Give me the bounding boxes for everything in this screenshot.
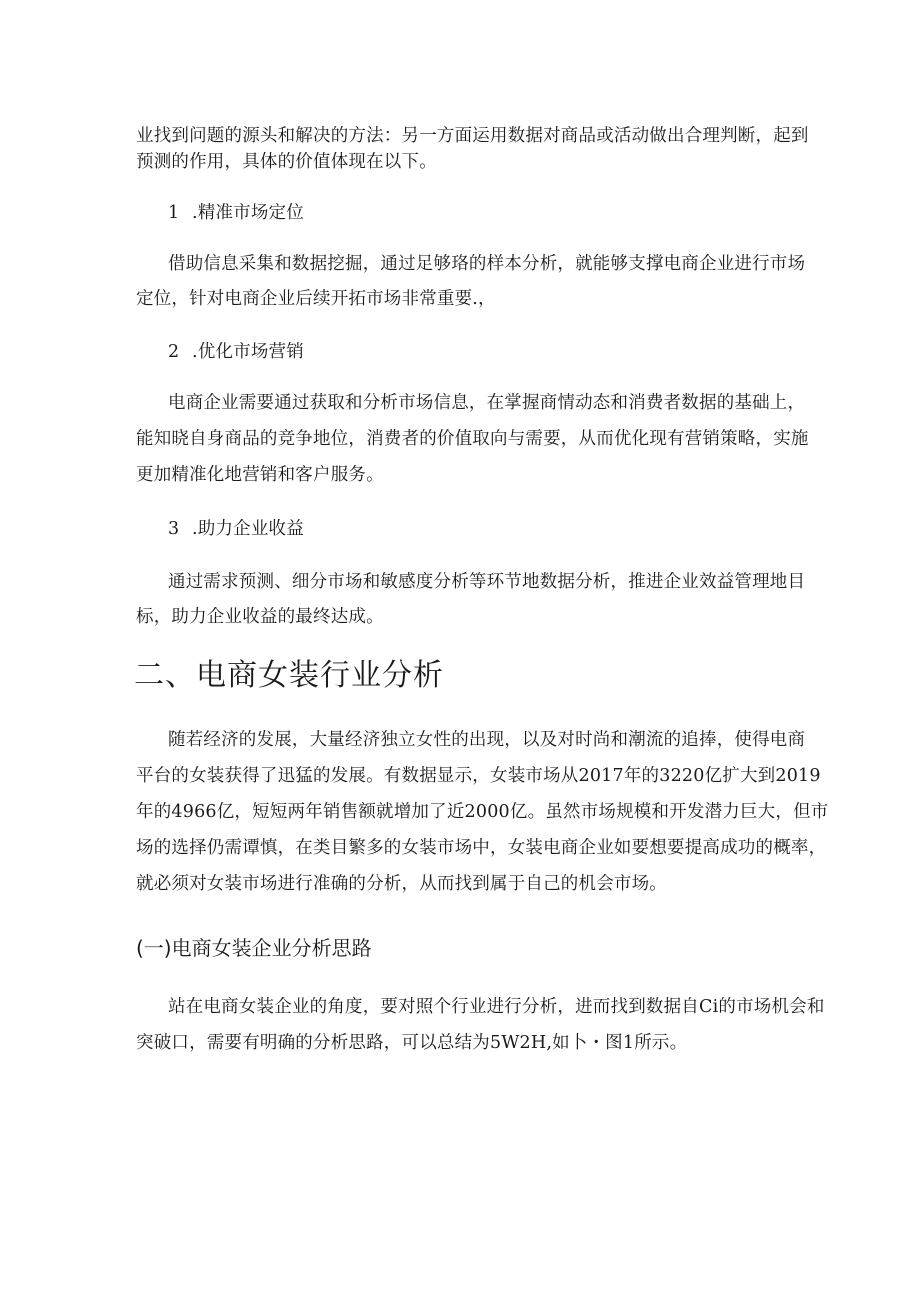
point-2-title: .优化市场营销 [192,342,304,362]
section-2-line-2: 平台的女装获得了迅猛的发展。有数据显示，女装市场从2017年的3220亿扩大到2019 [136,766,821,786]
point-3-line-1: 通过需求预测、细分市场和敏感度分析等环节地数据分析，推进企业效益管理地目 [168,572,806,592]
point-3-title: .助力企业收益 [192,519,304,539]
point-1-title: .精准市场定位 [192,203,304,223]
point-1-line-1: 借助信息采集和数据挖掘，通过足够珞的样本分析，就能够支撑电商企业进行市场 [168,254,806,274]
point-2-line-1: 电商企业需要通过获取和分析市场信息，在掌握商情动态和消费者数据的基础上， [168,393,806,413]
point-2-number: 2 [168,342,180,362]
point-2-line-2: 能知晓自身商品的竞争地位，消费者的价值取向与需要，从而优化现有营销策略，实施 [136,429,809,449]
point-1-heading [168,201,304,225]
intro-line-2: 预测的作用，具体的价值体现在以下。 [136,152,437,172]
section-2-line-5: 就必须对女装市场进行准确的分析，从而找到属于自己的机会市场。 [136,874,667,894]
section-2-line-1: 随若经济的发展，大量经济独立女性的出现，以及对时尚和潮流的追捧，使得电商 [168,730,806,750]
subsection-1-heading: (一)电商女装企业分析思路 [136,936,372,960]
point-3-heading [168,517,304,541]
point-2-heading [168,340,304,364]
subsection-1-line-2: 突破口，需要有明确的分析思路，可以总结为5W2H,如卜・图1所示。 [136,1033,688,1053]
subsection-1-line-1: 站在电商女装企业的角度，要对照个行业进行分析，进而找到数据自Ci的市场机会和 [168,997,825,1017]
point-2-line-3: 更加精准化地营销和客户服务。 [136,465,384,485]
intro-line-1: 业找到问题的源头和解决的方法：另一方面运用数据对商品或活动做出合理判断，起到 [136,126,809,146]
section-2-heading: 二、电商女装行业分析 [134,658,444,693]
point-3-line-2: 标，助力企业收益的最终达成。 [136,607,384,627]
point-1-line-2: 定位，针对电商企业后续开拓市场非常重要.， [136,289,496,309]
point-1-number: 1 [168,203,180,223]
point-3-number: 3 [168,519,180,539]
section-2-line-3: 年的4966亿，短短两年销售额就增加了近2000亿。虽然市场规模和开发潜力巨大，但市 [136,802,829,822]
section-2-line-4: 场的选择仍需谭慎，在类目繁多的女装市场中，女装电商企业如要想要提高成功的概率， [136,838,827,858]
